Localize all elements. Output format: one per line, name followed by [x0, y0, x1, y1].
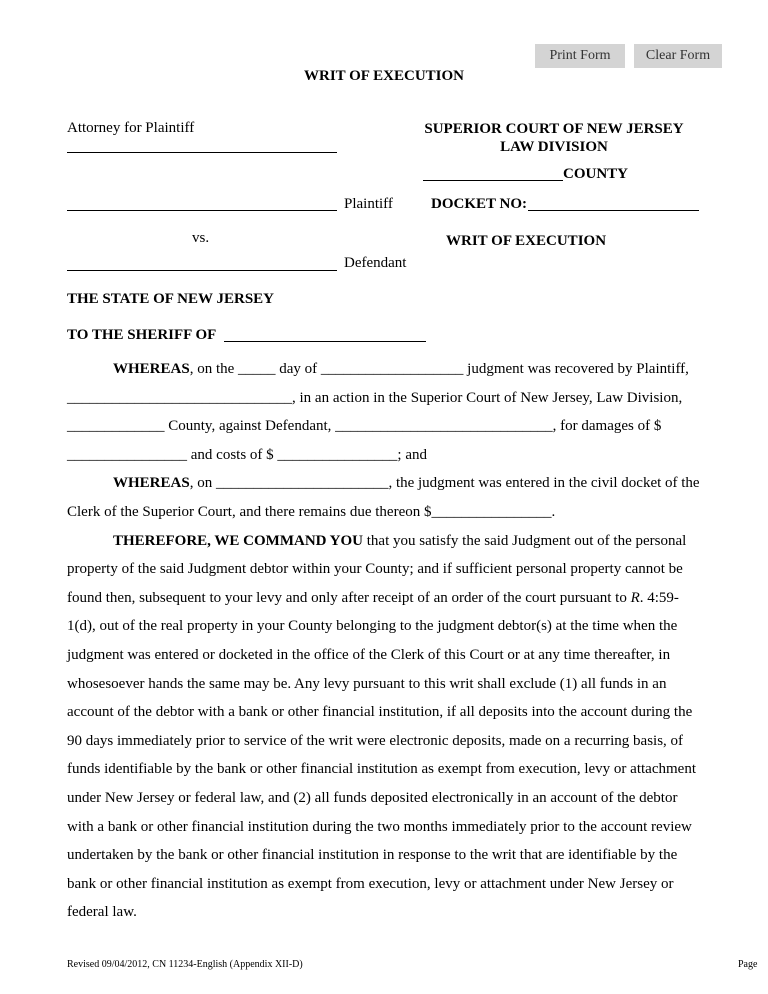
sheriff-county-field[interactable]	[224, 341, 426, 342]
footer-revision: Revised 09/04/2012, CN 11234-English (Appendix XII-D)	[67, 959, 303, 970]
plaintiff-label: Plaintiff	[344, 196, 393, 212]
paragraph-3-text-b: . 4:59-1(d), out of the real property in your County belonging to the judgment debtor(s) at the time when the judgment was entered or docketed in the office of the Clerk of this Court or at any time thereafter, in whosesoever hands the same may be. Any levy pursuant to this writ shall exclude (1) all funds in an account of the debtor with a bank or other financial institution, if all deposits into the account during the 90 days immediately prior to service of the writ were electronic deposits, made on a recurring basis, of funds identifiable by the bank or other financial institution as exempt from execution, levy or attachment under New Jersey or federal law, and (2) all funds deposited electronically in an account of the debtor with a bank or other financial institution during the two months immediately prior to the account review undertaken by the bank or other financial institution in response to the writ that are identifiable by the bank or other financial institution as exempt from execution, levy or attachment under New Jersey or federal law.	[67, 589, 696, 921]
attorney-label: Attorney for Plaintiff	[67, 120, 195, 136]
docket-number-field[interactable]	[528, 210, 699, 211]
paragraph-2-text: , on _______________________, the judgment was entered in the civil docket of the Clerk of the Superior Court, and there remains due thereon $	[67, 475, 700, 520]
paragraph-2-end: .	[551, 503, 556, 520]
attorney-field[interactable]	[67, 152, 337, 153]
paragraph-3-text-a: that you satisfy the said Judgment out of the personal property of the said Judgment debtor within your County; and if sufficient personal property cannot be found then, subsequent to your levy and only after receipt of an order of the court pursuant to	[67, 532, 687, 606]
sheriff-label: TO THE SHERIFF OF	[67, 327, 217, 343]
docket-label: DOCKET NO:	[431, 196, 527, 212]
footer-page: Page	[738, 959, 758, 970]
paragraph-command	[67, 527, 707, 927]
paragraph-judgment-entered	[67, 469, 707, 526]
plaintiff-field[interactable]	[67, 210, 337, 211]
court-line-1: SUPERIOR COURT OF NEW JERSEY	[424, 121, 684, 137]
amount-due-blank: ________________	[431, 503, 552, 520]
whereas-2: WHEREAS	[113, 475, 190, 492]
writ-caption-label: WRIT OF EXECUTION	[446, 233, 607, 249]
defendant-field[interactable]	[67, 270, 337, 271]
writ-body	[67, 355, 707, 927]
whereas-1: WHEREAS	[113, 361, 190, 377]
vs-label: vs.	[192, 230, 210, 246]
print-form-button[interactable]: Print Form	[535, 44, 625, 68]
county-label: COUNTY	[563, 166, 629, 182]
county-field[interactable]	[423, 180, 563, 181]
court-line-2: LAW DIVISION	[500, 139, 608, 155]
paragraph-judgment-recovered	[67, 355, 707, 469]
paragraph-1-text: , on the _____ day of ___________________ judgment was recovered by Plaintiff, ______________________________, in an action in the Superior Court of New Jersey, Law Division, _____________ County, against Defendant, _____________________________, for damages of $ ________________ and costs of $ ________________; and	[67, 361, 689, 463]
state-heading: THE STATE OF NEW JERSEY	[67, 291, 274, 307]
rule-r: R	[630, 589, 640, 606]
clear-form-button[interactable]: Clear Form	[634, 44, 722, 68]
defendant-label: Defendant	[344, 255, 407, 271]
document-title: WRIT OF EXECUTION	[303, 68, 465, 84]
command-heading: THEREFORE, WE COMMAND YOU	[113, 532, 364, 549]
court-name	[420, 120, 688, 156]
